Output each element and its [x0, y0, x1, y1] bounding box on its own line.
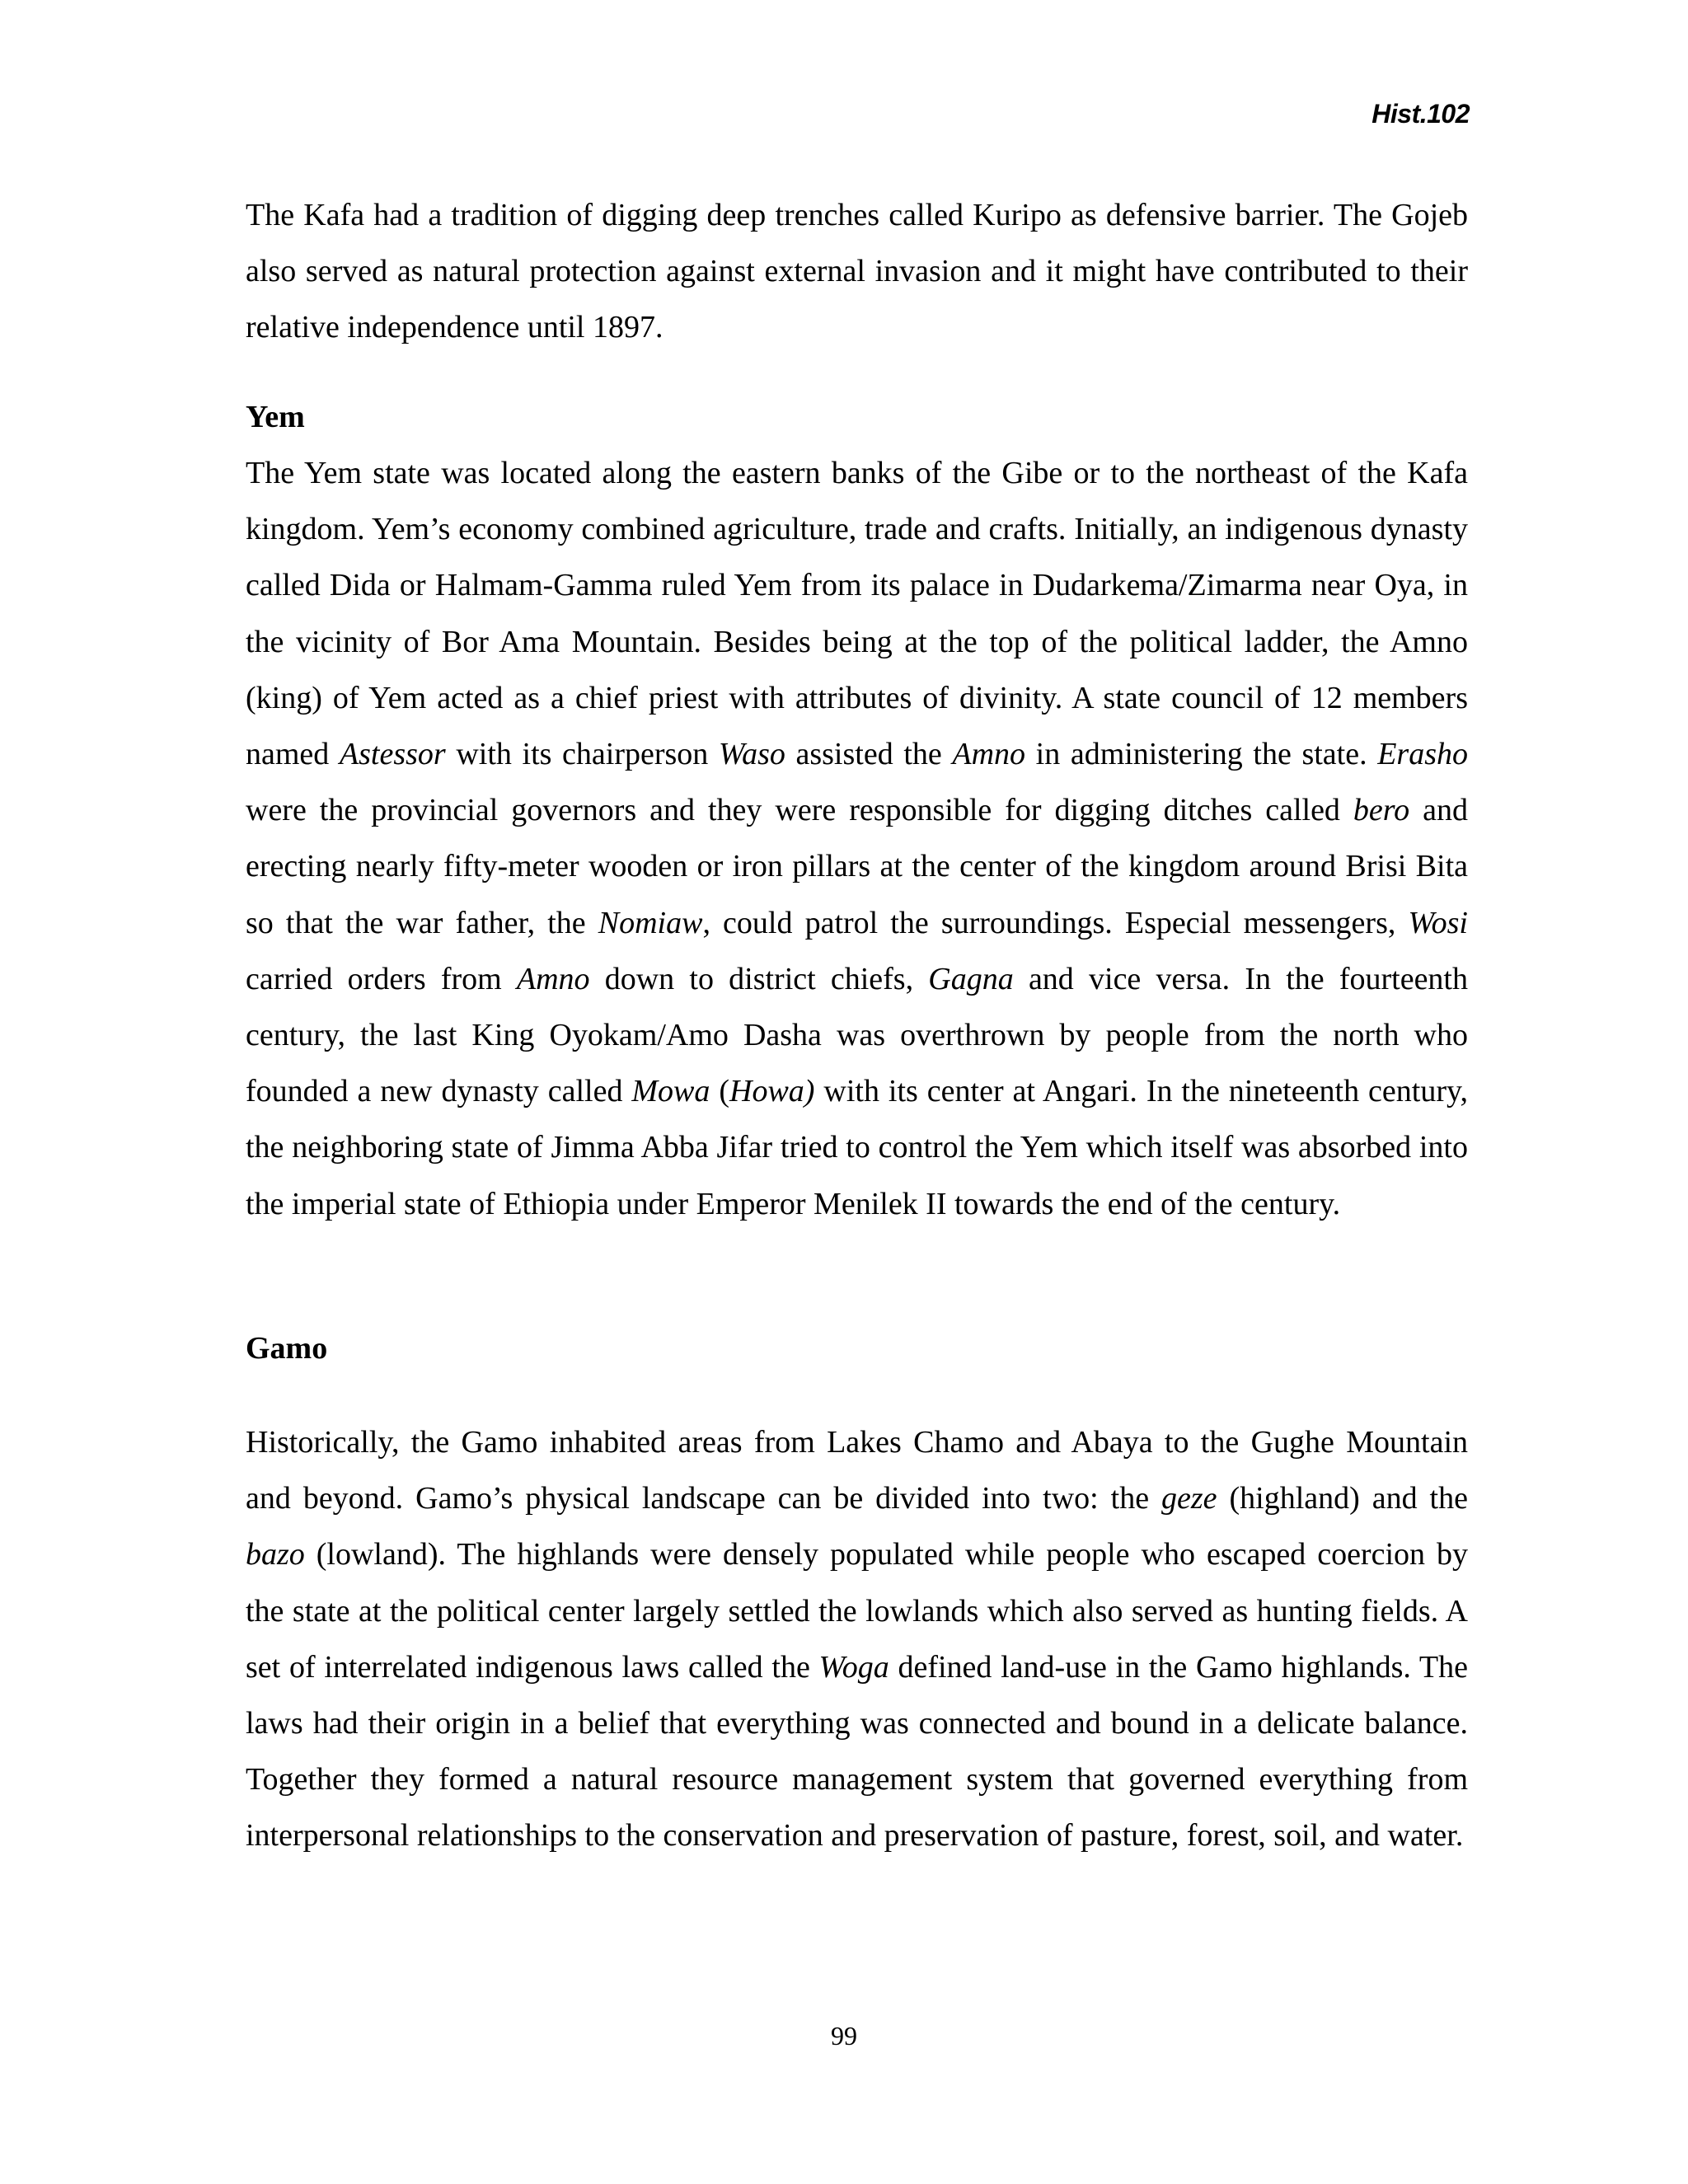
- italic-term: Astessor: [339, 737, 446, 772]
- italic-term: Mowa: [631, 1074, 710, 1109]
- italic-term: Nomiaw: [598, 905, 703, 940]
- gamo-paragraph: Historically, the Gamo inhabited areas from Lakes Chamo and Abaya to the Gughe Mountain and beyond. Gamo’s physical landscape can be divided into two: the geze (highland) and the bazo (lowland). The highlands were densely populated while people who escaped coercion by the state at the political center largely settled the lowlands which also served as hunting fields. A set of interrelated indigenous laws called the Woga defined land-use in the Gamo highlands. The laws had their origin in a belief that everything was connected and bound in a delicate balance. Together they formed a natural resource management system that governed everything from interpersonal relationships to the conservation and preservation of pasture, forest, soil, and water.: [246, 1425, 1469, 1854]
- italic-term: bero: [1353, 793, 1410, 828]
- italic-term: Gagna: [928, 961, 1014, 996]
- italic-term: geze: [1161, 1481, 1217, 1516]
- section-heading-gamo: Gamo: [246, 1331, 328, 1366]
- page-number: 99: [831, 2021, 857, 2050]
- gamo-section: [246, 1320, 1468, 1864]
- intro-paragraph: The Kafa had a tradition of digging deep trenches called Kuripo as defensive barrier. The Gojeb also served as natural protection against external invasion and it might have contributed to their relative independence until 1897.: [246, 198, 1468, 345]
- italic-term: Waso: [718, 737, 785, 772]
- italic-term: Woga: [818, 1649, 889, 1685]
- italic-term: Wosi: [1408, 905, 1468, 940]
- running-header: Hist.102: [1372, 99, 1470, 129]
- section-heading-yem: Yem: [246, 400, 305, 434]
- italic-term: Amno: [952, 737, 1026, 772]
- italic-term: bazo: [246, 1537, 305, 1572]
- yem-section: [246, 389, 1468, 1232]
- yem-paragraph: The Yem state was located along the eastern banks of the Gibe or to the northeast of the Kafa kingdom. Yem’s economy combined agriculture, trade and crafts. Initially, an indigenous dynasty called Dida or Halmam-Gamma ruled Yem from its palace in Dudarkema/Zimarma near Oya, in the vicinity of Bor Ama Mountain. Besides being at the top of the political ladder, the Amno (king) of Yem acted as a chief priest with attributes of divinity. A state council of 12 members named Astessor with its chairperson Waso assisted the Amno in administering the state. Erasho were the provincial governors and they were responsible for digging ditches called bero and erecting nearly fifty-meter wooden or iron pillars at the center of the kingdom around Brisi Bita so that the war father, the Nomiaw, could patrol the surroundings. Especial messengers, Wosi carried orders from Amno down to district chiefs, Gagna and vice versa. In the fourteenth century, the last King Oyokam/Amo Dasha was overthrown by people from the north who founded a new dynasty called Mowa (Howa) with its center at Angari. In the nineteenth century, the neighboring state of Jimma Abba Jifar tried to control the Yem which itself was absorbed into the imperial state of Ethiopia under Emperor Menilek II towards the end of the century.: [246, 456, 1469, 1221]
- intro-section: [246, 187, 1468, 356]
- italic-term: Erasho: [1377, 737, 1468, 772]
- italic-term: Amno: [516, 961, 590, 996]
- italic-term: Howa): [729, 1074, 815, 1109]
